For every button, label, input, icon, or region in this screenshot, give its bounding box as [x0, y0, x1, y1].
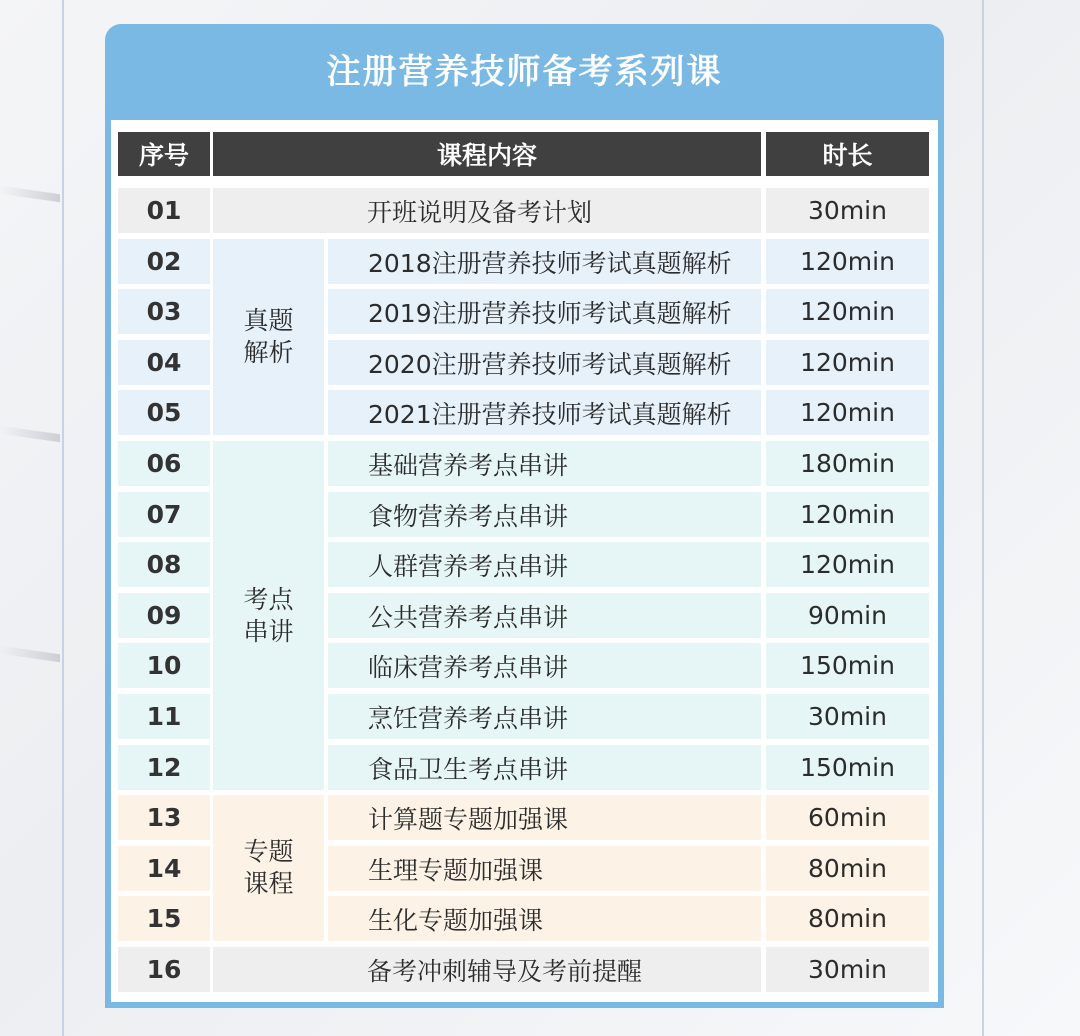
- row-duration: 30min: [766, 188, 929, 233]
- row-content: 2021注册营养技师考试真题解析: [328, 390, 761, 435]
- row-duration: 60min: [766, 795, 929, 840]
- row-index: 14: [118, 846, 210, 891]
- row-content: 备考冲刺辅导及考前提醒: [213, 947, 761, 992]
- group-label-line: 专题: [243, 837, 294, 866]
- row-content: 食物营养考点串讲: [328, 492, 761, 537]
- row-content: 2019注册营养技师考试真题解析: [328, 289, 761, 334]
- row-content: 食品卫生考点串讲: [328, 745, 761, 790]
- row-duration: 120min: [766, 542, 929, 587]
- row-index: 16: [118, 947, 210, 992]
- row-index: 10: [118, 643, 210, 688]
- row-index: 02: [118, 239, 210, 284]
- row-content: 生化专题加强课: [328, 896, 761, 941]
- row-index: 12: [118, 745, 210, 790]
- row-index: 01: [118, 188, 210, 233]
- row-duration: 150min: [766, 745, 929, 790]
- row-duration: 80min: [766, 846, 929, 891]
- row-index: 03: [118, 289, 210, 334]
- row-content: 人群营养考点串讲: [328, 542, 761, 587]
- row-index: 05: [118, 390, 210, 435]
- row-duration: 180min: [766, 441, 929, 486]
- background-streak: [0, 646, 60, 662]
- row-duration: 120min: [766, 390, 929, 435]
- course-table: [111, 120, 938, 1002]
- row-content: 2018注册营养技师考试真题解析: [328, 239, 761, 284]
- course-card: [105, 24, 944, 1008]
- row-duration: 30min: [766, 947, 929, 992]
- background-streak: [0, 426, 60, 442]
- group-label: [213, 795, 324, 941]
- row-index: 08: [118, 542, 210, 587]
- row-duration: 120min: [766, 492, 929, 537]
- row-index: 09: [118, 593, 210, 638]
- row-content: 烹饪营养考点串讲: [328, 694, 761, 739]
- group-label: [213, 239, 324, 435]
- header-content: 课程内容: [213, 132, 761, 176]
- row-index: 13: [118, 795, 210, 840]
- header-duration: 时长: [766, 132, 929, 176]
- row-content: 公共营养考点串讲: [328, 593, 761, 638]
- row-index: 06: [118, 441, 210, 486]
- row-content: 基础营养考点串讲: [328, 441, 761, 486]
- row-content: 计算题专题加强课: [328, 795, 761, 840]
- row-duration: 120min: [766, 340, 929, 385]
- group-label-line: 串讲: [243, 616, 294, 646]
- row-duration: 150min: [766, 643, 929, 688]
- row-duration: 30min: [766, 694, 929, 739]
- group-label-line: 考点: [243, 584, 294, 614]
- card-title: 注册营养技师备考系列课: [326, 52, 723, 92]
- group-label-line: 课程: [243, 869, 294, 898]
- row-content: 生理专题加强课: [328, 846, 761, 891]
- row-duration: 80min: [766, 896, 929, 941]
- left-border-line: [62, 0, 64, 1036]
- row-index: 11: [118, 694, 210, 739]
- row-duration: 90min: [766, 593, 929, 638]
- row-index: 15: [118, 896, 210, 941]
- row-content: 开班说明及备考计划: [213, 188, 761, 233]
- row-duration: 120min: [766, 289, 929, 334]
- group-label-line: 解析: [243, 338, 294, 367]
- right-border-line: [982, 0, 984, 1036]
- group-label-line: 真题: [243, 306, 294, 335]
- row-index: 07: [118, 492, 210, 537]
- row-content: 2020注册营养技师考试真题解析: [328, 340, 761, 385]
- row-content: 临床营养考点串讲: [328, 643, 761, 688]
- background-streak: [0, 186, 60, 202]
- row-index: 04: [118, 340, 210, 385]
- header-index: 序号: [118, 132, 210, 176]
- row-duration: 120min: [766, 239, 929, 284]
- group-label: [213, 441, 324, 790]
